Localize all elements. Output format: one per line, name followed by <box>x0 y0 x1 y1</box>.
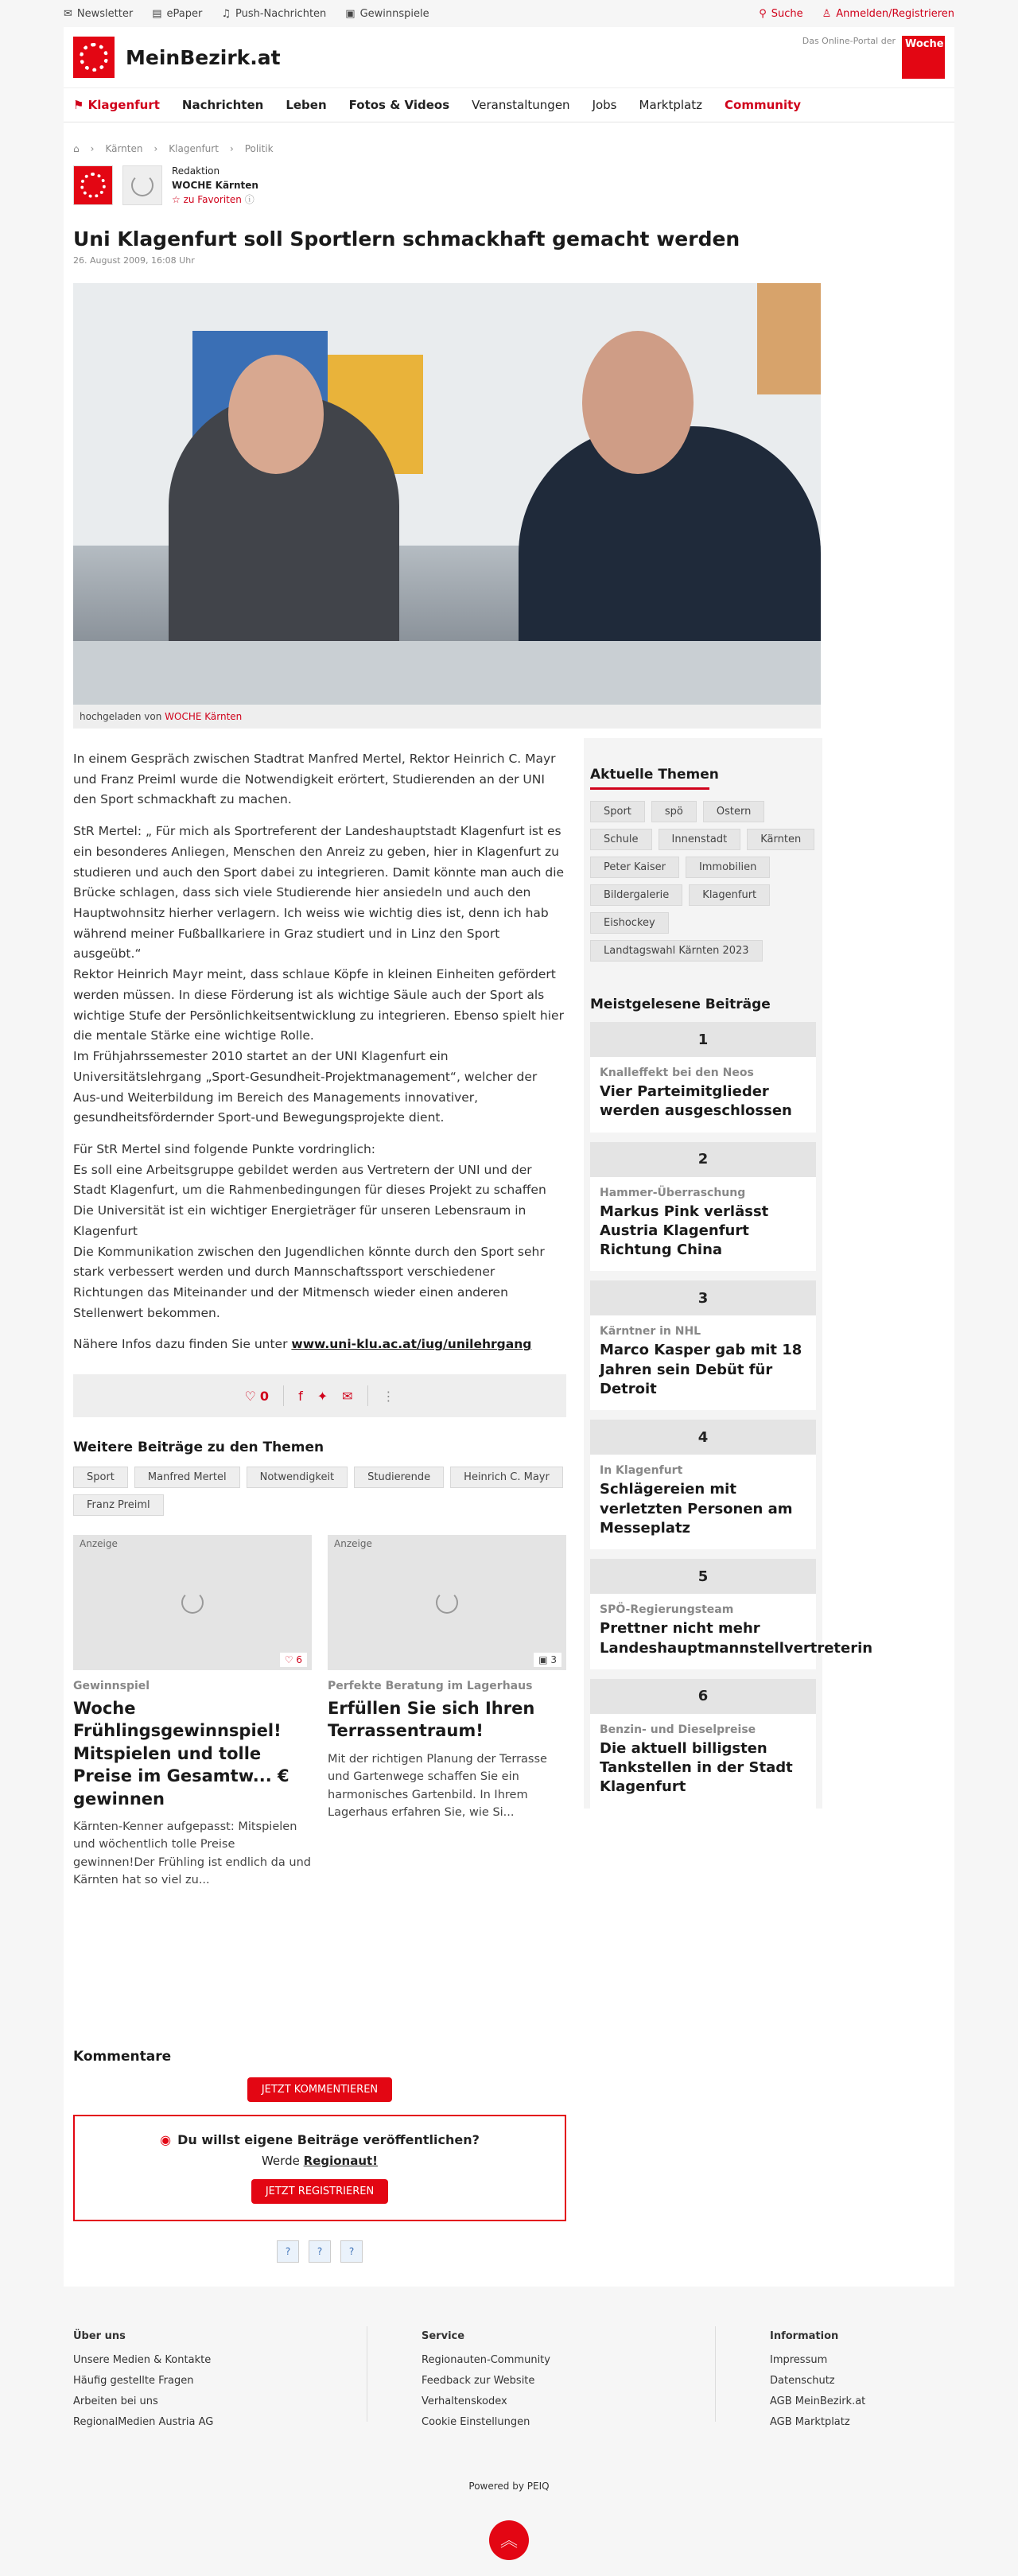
comments-title: Kommentare <box>73 2048 172 2065</box>
pagination <box>73 2240 566 2263</box>
share-bar <box>73 1374 566 1417</box>
footer-link[interactable]: Cookie Einstellungen <box>422 2415 530 2428</box>
card-title[interactable]: Erfüllen Sie sich Ihren Terrassentraum! <box>328 1699 535 1741</box>
spinner-icon <box>181 1591 204 1614</box>
topic-tag[interactable]: Franz Preiml <box>73 1494 164 1516</box>
footer-link[interactable]: Häufig gestellte Fragen <box>73 2374 194 2387</box>
nav-item-community[interactable]: Community <box>725 98 802 112</box>
promo-card[interactable]: Anzeige ▣ 3 Perfekte Beratung im Lagerhaus Erfüllen Sie sich Ihren Terrassentraum! Mit der richtigen Planung der Terrasse und Gartenwege schaffen Sie ein harmonisches Gartenbild. In Ihrem Lagerhaus erfahren Sie, wie Si... <box>328 1535 566 1890</box>
woche-logo[interactable]: Woche <box>902 36 945 79</box>
page-button[interactable]: ? <box>277 2240 299 2263</box>
back-to-top-button[interactable] <box>489 2520 529 2560</box>
footer-link[interactable]: AGB Marktplatz <box>770 2415 850 2428</box>
promo-card[interactable]: Anzeige ♡ 6 Gewinnspiel Woche Frühlingsgewinnspiel! Mitspielen und tolle Preise im Gesamtw... € gewinnen Kärnten-Kenner aufgepasst: Mitspielen und wöchentlich tolle Preise gewinnen!Der Frühling ist endlich da und Kärnten hat so viel zu... <box>73 1535 312 1890</box>
twitter-icon[interactable]: ✦ <box>317 1388 328 1404</box>
facebook-icon[interactable]: f <box>298 1388 303 1404</box>
most-read-item[interactable]: 4 In Klagenfurt Schlägereien mit verletzten Personen am Messeplatz <box>590 1420 816 1549</box>
breadcrumb-item[interactable]: Kärnten <box>105 143 143 154</box>
like-badge: ♡ 6 <box>280 1653 307 1667</box>
site-logo[interactable]: MeinBezirk.at <box>73 37 281 78</box>
main-nav <box>64 87 954 122</box>
most-read-title: Meistgelesene Beiträge <box>590 997 771 1012</box>
breadcrumb-item[interactable]: Klagenfurt <box>169 143 219 154</box>
favorite-button[interactable]: ☆ zu Favoriten ⓘ <box>172 194 254 205</box>
promo-cards <box>73 1535 566 1890</box>
nav-location[interactable]: ⚑ Klagenfurt <box>73 98 160 112</box>
login-link[interactable]: ♙ Anmelden/Registrieren <box>822 7 954 20</box>
regionaut-link[interactable]: Regionaut! <box>303 2153 379 2168</box>
nav-item-marktplatz[interactable]: Marktplatz <box>639 98 703 112</box>
nav-item-leben[interactable]: Leben <box>286 98 327 112</box>
footer-link[interactable]: RegionalMedien Austria AG <box>73 2415 214 2428</box>
spinner-icon <box>436 1591 458 1614</box>
page-button[interactable]: ? <box>309 2240 331 2263</box>
breadcrumb: ⌂ › Kärnten › Klagenfurt › Politik <box>73 143 274 154</box>
footer-link[interactable]: AGB MeinBezirk.at <box>770 2395 866 2407</box>
caption-author-link[interactable]: WOCHE Kärnten <box>165 711 243 722</box>
author-avatar-loading <box>122 165 162 205</box>
themes-title: Aktuelle Themen <box>590 767 816 790</box>
article-date: 26. August 2009, 16:08 Uhr <box>73 255 195 266</box>
photo-count-badge: ▣ 3 <box>534 1653 561 1667</box>
breadcrumb-item[interactable]: Politik <box>244 143 274 154</box>
footer-link[interactable]: Verhaltenskodex <box>422 2395 507 2407</box>
card-image[interactable]: Anzeige ♡ 6 <box>73 1535 312 1670</box>
author-name[interactable]: WOCHE Kärnten <box>172 180 258 191</box>
theme-tag[interactable]: Eishockey <box>590 912 669 934</box>
star-icon: ☆ <box>172 194 184 205</box>
theme-tag[interactable]: Ostern <box>703 801 764 822</box>
theme-tag[interactable]: Bildergalerie <box>590 884 682 906</box>
footer-link[interactable]: Impressum <box>770 2353 828 2366</box>
theme-tag[interactable]: Immobilien <box>686 857 770 878</box>
logo-icon <box>73 37 115 78</box>
newsletter-link[interactable]: ✉ Newsletter <box>64 7 134 20</box>
theme-tag[interactable]: Landtagswahl Kärnten 2023 <box>590 940 763 962</box>
topics-title: Weitere Beiträge zu den Themen <box>73 1440 324 1456</box>
footer-link[interactable]: Regionauten-Community <box>422 2353 550 2366</box>
home-icon[interactable]: ⌂ <box>73 143 80 154</box>
theme-tag[interactable]: Sport <box>590 801 645 822</box>
most-read-item[interactable]: 6 Benzin- und Dieselpreise Die aktuell billigsten Tankstellen in der Stadt Klagenfurt <box>590 1679 816 1809</box>
article-body: In einem Gespräch zwischen Stadtrat Manfred Mertel, Rektor Heinrich C. Mayr und Franz Preiml wurde die Notwendigkeit erörtert, Studierenden an der UNI den Sport schmackhaft zu machen. StR Mertel: „ Für mich als Sportreferent der Landeshauptstadt Klagenfurt ist es ein besonderes Anliegen, Menschen den Anreiz zu geben, hier in Klagenfurt zu studieren und auch den Sport dabei zu integrieren. Damit könnte man auch die Brücke schlagen, dass sich viele Studierende hier ansiedeln und auch den Hauptwohnsitz hierher verlagern. Ich weiss wie wichtig dies ist, denn ich hab während meiner Fußballkariere in Graz studiert und in Linz den Sport ausgeübt.“ Rektor Heinrich Mayr meint, dass schlaue Köpfe in kleinen Einheiten gefördert werden müssen. In diese Förderung ist als wichtige Säule auch der Sport als wichtige Stufe der Persönlichkeitsentwicklung zu integrieren. Ebenso spielt hier die mentale Stärke eine wichtige Rolle. Im Frühjahrssemester 2010 startet an der UNI Klagenfurt ein Universitätslehrgang „Sport-Gesundheit-Projektmanagement“, welcher der Aus-und Weiterbildung im Bereich des Managements innovativer, gesundheitsfördernder Sport-und Bewegungsprojekte dient. Für StR Mertel sind folgende Punkte vordringlich: Es soll eine Arbeitsgruppe gebildet werden aus Vertretern der UNI und der Stadt Klagenfurt, um die Rahmenbedingungen für dieses Projekt zu schaffen Die Universität ist ein wichtiger Energieträger für unseren Lebensraum in Klagenfurt Die Kommunikation zwischen den Jugendlichen könnte durch den Sport sehr stark verbessert werden und durch Mannschaftssport verschiedener Richtungen das Miteinander und der Mitmensch wieder einen anderen Stellenwert bekommen. Nähere Infos dazu finden Sie unter www.uni-klu.ac.at/iug/unilehrgang <box>73 752 565 1352</box>
theme-tag[interactable]: Klagenfurt <box>689 884 770 906</box>
sidebar <box>584 738 873 1809</box>
spinner-icon <box>131 174 153 196</box>
author-role: Redaktion <box>172 165 220 177</box>
most-read-item[interactable]: 2 Hammer-Überraschung Markus Pink verlässt Austria Klagenfurt Richtung China <box>590 1142 816 1272</box>
chevron-up-icon: ︽ <box>499 2531 518 2552</box>
author-box <box>73 164 945 207</box>
mail-icon: ✉ <box>64 7 72 20</box>
card-image[interactable]: Anzeige ▣ 3 <box>328 1535 566 1670</box>
regionaut-icon: ◉ <box>160 2131 172 2147</box>
nav-item-nachrichten[interactable]: Nachrichten <box>181 98 264 112</box>
comment-button[interactable]: JETZT KOMMENTIEREN <box>247 2077 392 2102</box>
footer-link[interactable]: Arbeiten bei uns <box>73 2395 158 2407</box>
location-pin-icon: ⚑ <box>73 98 88 112</box>
theme-tag[interactable]: spö <box>651 801 697 822</box>
theme-tag[interactable]: Schule <box>590 829 652 850</box>
nav-item-fotos[interactable]: Fotos & Videos <box>348 98 450 112</box>
topic-tag[interactable]: Notwendigkeit <box>247 1467 348 1488</box>
theme-tag[interactable]: Peter Kaiser <box>590 857 679 878</box>
footer-link[interactable]: Feedback zur Website <box>422 2374 535 2387</box>
epaper-link[interactable]: ▤ ePaper <box>152 7 203 20</box>
most-read-item[interactable]: 5 SPÖ-Regierungsteam Prettner nicht mehr Landeshauptmannstellvertreterin <box>590 1559 816 1669</box>
newspaper-icon: ▤ <box>152 7 162 20</box>
footer-link[interactable]: Unsere Medien & Kontakte <box>73 2353 212 2366</box>
theme-tag[interactable]: Kärnten <box>747 829 814 850</box>
topic-tag[interactable]: Sport <box>73 1467 128 1488</box>
site-footer: Über uns Unsere Medien & Kontakte Häufig gestellte Fragen Arbeiten bei uns RegionalMedien Austria AG Service Regionauten-Community Feedback zur Website Verhaltenskodex Cookie Einstellungen Information Impressum Datenschutz AGB MeinBezirk.at AGB Marktplatz Powered by PEIQ ︽ <box>64 2287 954 2560</box>
info-icon[interactable]: ⓘ <box>244 194 254 205</box>
like-button[interactable]: ♡ 0 <box>244 1388 270 1404</box>
most-read-item[interactable]: 3 Kärntner in NHL Marco Kasper gab mit 18 Jahren sein Debüt für Detroit <box>590 1280 816 1410</box>
page-content <box>64 122 954 2287</box>
image-caption: hochgeladen von WOCHE Kärnten <box>73 705 821 729</box>
article-link[interactable]: www.uni-klu.ac.at/iug/unilehrgang <box>291 1337 532 1352</box>
register-box: ◉ Du willst eigene Beiträge veröffentlichen? Werde Regionaut! JETZT REGISTRIEREN <box>73 2115 566 2221</box>
bell-icon: ♫ <box>221 7 231 20</box>
card-title[interactable]: Woche Frühlingsgewinnspiel! Mitspielen und tolle Preise im Gesamtw... € gewinnen <box>73 1699 289 1809</box>
gift-icon: ▣ <box>345 7 356 20</box>
page-button[interactable]: ? <box>340 2240 363 2263</box>
push-link[interactable]: ♫ Push-Nachrichten <box>221 7 327 20</box>
theme-tag[interactable]: Innenstadt <box>659 829 741 850</box>
footer-link[interactable]: Datenschutz <box>770 2374 835 2387</box>
most-read-item[interactable]: 1 Knalleffekt bei den Neos Vier Parteimitglieder werden ausgeschlossen <box>590 1022 816 1133</box>
utility-bar <box>64 0 954 27</box>
topic-tag[interactable]: Heinrich C. Mayr <box>450 1467 563 1488</box>
more-icon[interactable]: ⋮ <box>382 1388 395 1404</box>
comments-section <box>73 2049 566 2263</box>
portal-info: Das Online-Portal der Woche <box>802 36 945 79</box>
search-link[interactable]: ⚲ Suche <box>759 7 803 20</box>
theme-tags <box>590 801 816 962</box>
site-header <box>64 27 954 87</box>
mail-share-icon[interactable]: ✉ <box>342 1388 353 1404</box>
gewinnspiele-link[interactable]: ▣ Gewinnspiele <box>345 7 429 20</box>
author-avatar[interactable] <box>73 165 113 205</box>
topic-tag[interactable]: Manfred Mertel <box>134 1467 240 1488</box>
article-title: Uni Klagenfurt soll Sportlern schmackhaft gemacht werden <box>73 227 740 251</box>
powered-by[interactable]: Powered by PEIQ <box>468 2480 550 2492</box>
topic-tags <box>73 1467 566 1516</box>
nav-item-veranstaltungen[interactable]: Veranstaltungen <box>472 98 570 112</box>
user-icon: ♙ <box>822 7 832 20</box>
search-icon: ⚲ <box>759 7 767 20</box>
topic-tag[interactable]: Studierende <box>354 1467 444 1488</box>
register-button[interactable]: JETZT REGISTRIEREN <box>251 2179 388 2204</box>
article-image[interactable] <box>73 283 821 705</box>
nav-item-jobs[interactable]: Jobs <box>592 98 617 112</box>
